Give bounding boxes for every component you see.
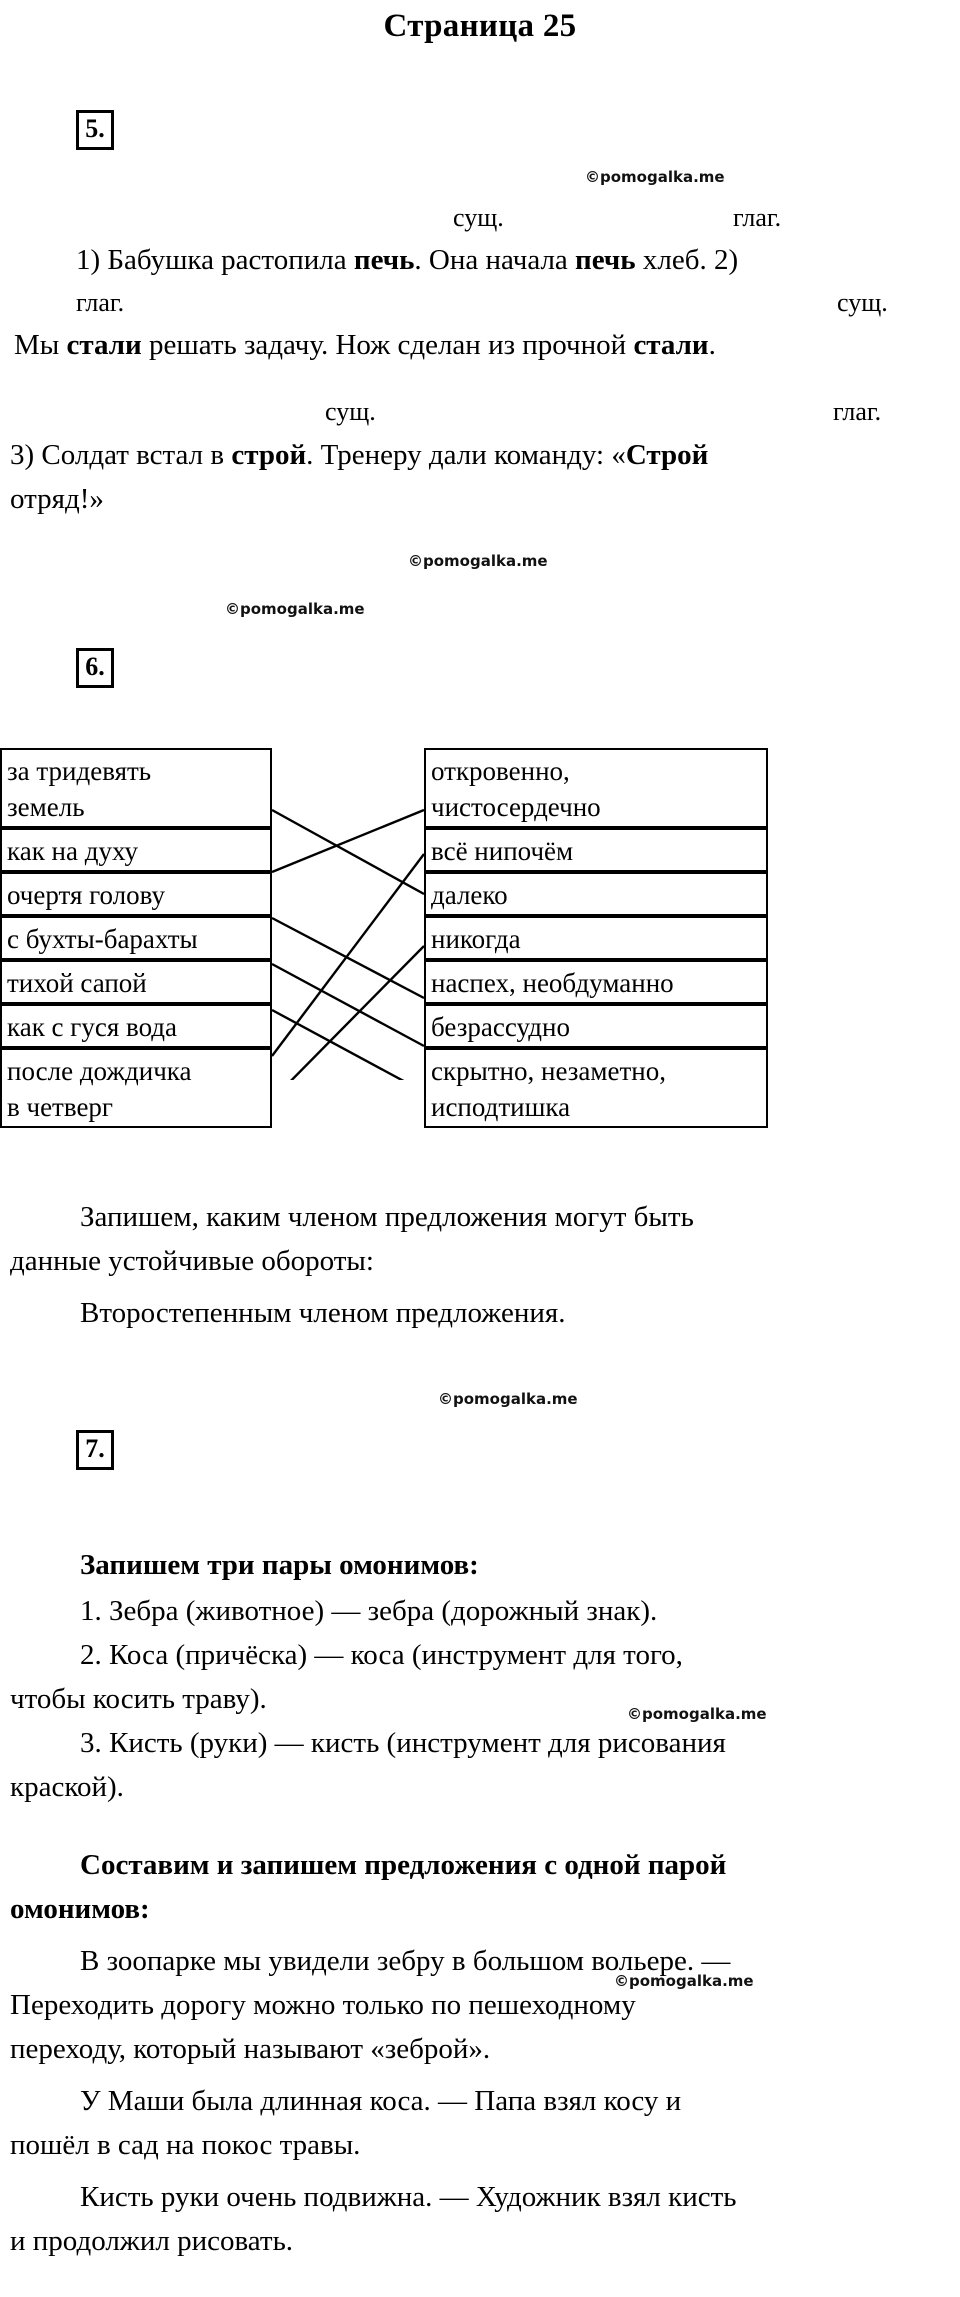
match-left-item[interactable]: с бухты-барахты <box>0 916 272 960</box>
exercise7-sentence-3-line-1: Кисть руки очень подвижна. — Художник взял кисть <box>80 2181 737 2213</box>
match-left-item[interactable]: тихой сапой <box>0 960 272 1004</box>
ex5-l1-c: . Она начала <box>414 244 576 276</box>
exercise5-line-4: отряд!» <box>10 483 104 515</box>
exercise6-note-line-2: данные устойчивые обороты: <box>10 1245 374 1277</box>
watermark: ©pomogalka.me <box>225 600 365 618</box>
match-right-item[interactable]: безрассудно <box>424 1004 768 1048</box>
exercise7-sentence-1-line-1: В зоопарке мы увидели зебру в большом вольере. — <box>80 1945 731 1977</box>
pos-label-glag-2: глаг. <box>76 288 125 317</box>
ex5-l3-bold-2: Строй <box>625 439 709 471</box>
exercise7-sentence-1-line-2: Переходить дорогу можно только по пешеходному <box>10 1989 636 2021</box>
exercise7-sentence-3-line-2: и продолжил рисовать. <box>10 2225 294 2257</box>
match-left-item[interactable]: как с гуся вода <box>0 1004 272 1048</box>
pos-label-sushch-3: сущ. <box>325 397 376 426</box>
exercise7-sentence-2-line-2: пошёл в сад на покос травы. <box>10 2129 361 2161</box>
exercise7-sentence-2-line-1: У Маши была длинная коса. — Папа взял косу и <box>80 2085 682 2117</box>
exercise-number-5: 5. <box>76 110 114 150</box>
ex5-l3-bold-1: строй <box>231 439 307 471</box>
match-left-item[interactable]: за тридевять земель <box>0 748 272 828</box>
exercise6-note-line-1: Запишем, каким членом предложения могут быть <box>80 1201 694 1233</box>
pos-label-glag-1: глаг. <box>733 203 782 232</box>
exercise6-answer: Второстепенным членом предложения. <box>80 1297 566 1329</box>
pos-label-sushch-2: сущ. <box>837 288 888 317</box>
pos-label-glag-3: глаг. <box>833 397 882 426</box>
exercise7-homonym-3-line-2: краской). <box>10 1771 124 1803</box>
exercise7-heading-1: Запишем три пары омонимов: <box>80 1549 479 1581</box>
ex5-l1-bold-1: печь <box>353 244 415 276</box>
pos-label-sushch-1: сущ. <box>453 203 504 232</box>
ex5-l1-bold-2: печь <box>575 244 636 276</box>
ex5-l1-e: хлеб. 2) <box>635 244 739 276</box>
match-right-item[interactable]: откровенно, чистосердечно <box>424 748 768 828</box>
ex5-l1-a: 1) Бабушка растопила <box>76 244 354 276</box>
watermark: ©pomogalka.me <box>438 1390 578 1408</box>
watermark: ©pomogalka.me <box>585 168 725 186</box>
matching-exercise <box>0 748 960 1122</box>
match-right-item[interactable]: далеко <box>424 872 768 916</box>
match-right-item[interactable]: скрытно, незаметно, исподтишка <box>424 1048 768 1128</box>
exercise-number-6: 6. <box>76 648 114 688</box>
ex5-l2-bold-2: стали <box>633 329 709 361</box>
watermark: ©pomogalka.me <box>408 552 548 570</box>
match-right-item[interactable]: наспех, необдуманно <box>424 960 768 1004</box>
match-left-item[interactable]: как на духу <box>0 828 272 872</box>
ex5-l3-a: 3) Солдат встал в <box>10 439 232 471</box>
exercise7-homonym-2-line-2: чтобы косить траву). <box>10 1683 267 1715</box>
exercise7-heading-2-line-1: Составим и запишем предложения с одной парой <box>80 1849 727 1881</box>
ex5-l2-c: решать задачу. Нож сделан из прочной <box>141 329 634 361</box>
ex5-l2-e: . <box>708 329 716 361</box>
exercise-number-7: 7. <box>76 1430 114 1470</box>
watermark: ©pomogalka.me <box>627 1705 767 1723</box>
match-left-item[interactable]: очертя голову <box>0 872 272 916</box>
match-right-item[interactable]: никогда <box>424 916 768 960</box>
exercise5-line-2 <box>14 328 716 362</box>
match-left-item[interactable]: после дождичка в четверг <box>0 1048 272 1128</box>
page-title: Страница 25 <box>383 8 577 44</box>
exercise7-homonym-1: 1. Зебра (животное) — зебра (дорожный знак). <box>80 1595 658 1627</box>
exercise7-homonym-3-line-1: 3. Кисть (руки) — кисть (инструмент для рисования <box>80 1727 726 1759</box>
exercise7-sentence-1-line-3: переходу, который называют «зеброй». <box>10 2033 491 2065</box>
watermark: ©pomogalka.me <box>614 1972 754 1990</box>
ex5-l2-a: Мы <box>14 329 67 361</box>
exercise5-line-1 <box>76 243 738 277</box>
exercise7-homonym-2-line-1: 2. Коса (причёска) — коса (инструмент для того, <box>80 1639 683 1671</box>
match-right-item[interactable]: всё нипочём <box>424 828 768 872</box>
ex5-l2-bold-1: стали <box>66 329 142 361</box>
exercise5-line-3 <box>10 438 708 472</box>
ex5-l3-c: . Тренеру дали команду: « <box>306 439 626 471</box>
exercise7-heading-2-line-2: омонимов: <box>10 1893 150 1925</box>
